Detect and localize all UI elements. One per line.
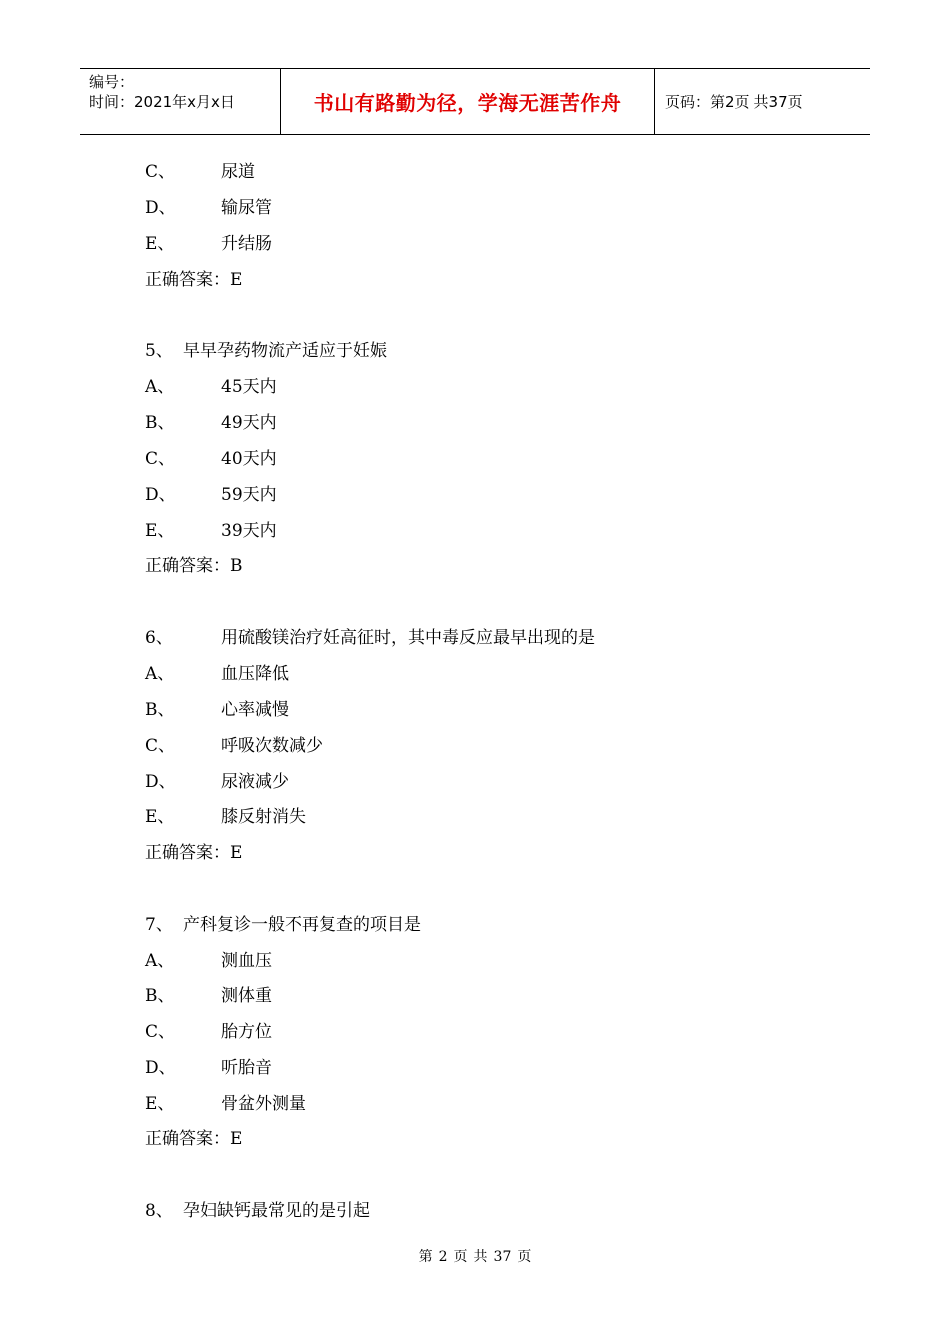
option-text: 测体重 [221,986,272,1006]
option-line [145,197,272,219]
question-line [145,1200,370,1222]
option-line [145,520,277,542]
option-text: 45天内 [221,377,277,397]
option-label: C、 [145,1022,176,1042]
footer-page-number: 2 [438,1249,448,1265]
page-footer [0,1246,950,1266]
answer-text: 正确答案：B [145,556,243,576]
question-text: 用硫酸镁治疗妊高征时，其中毒反应最早出现的是 [221,628,595,648]
total-label: 共37页 [753,93,803,111]
question-number: 7、 [145,915,173,935]
number-label: 编号： [89,73,135,91]
option-line [145,699,289,721]
option-line [145,1093,306,1115]
option-line [145,806,306,828]
option-label: E、 [145,1094,175,1114]
answer-text: 正确答案：E [145,1129,243,1149]
option-label: A、 [145,664,175,684]
answer-line [145,555,243,577]
option-text: 39天内 [221,521,277,541]
option-text: 49天内 [221,413,277,433]
option-text: 血压降低 [221,664,289,684]
option-text: 升结肠 [221,234,272,254]
footer-part: 共 [473,1249,488,1265]
answer-text: 正确答案：E [145,843,243,863]
option-line [145,448,277,470]
header-page-info [655,69,870,134]
option-label: B、 [145,413,175,433]
option-label: C、 [145,449,176,469]
option-line [145,1057,272,1079]
question-text: 产科复诊一般不再复查的项目是 [183,915,421,935]
question-line [145,340,387,362]
option-text: 骨盆外测量 [221,1094,306,1114]
question-line [145,627,595,649]
option-label: E、 [145,807,175,827]
answer-line [145,842,242,864]
option-text: 40天内 [221,449,277,469]
option-label: B、 [145,700,175,720]
page-label: 页码：第2页 [665,93,750,111]
footer-part: 页 [517,1249,532,1265]
question-text: 孕妇缺钙最常见的是引起 [183,1201,370,1221]
answer-text: 正确答案：E [145,270,243,290]
option-text: 输尿管 [221,198,272,218]
question-number: 8、 [145,1201,173,1221]
option-line [145,484,277,506]
option-text: 膝反射消失 [221,807,306,827]
option-text: 测血压 [221,951,272,971]
option-line [145,233,272,255]
option-line [145,950,272,972]
option-label: C、 [145,162,176,182]
option-label: E、 [145,234,175,254]
question-line [145,914,421,936]
option-label: B、 [145,986,175,1006]
answer-line [145,269,242,291]
option-line [145,376,277,398]
option-text: 呼吸次数减少 [221,736,323,756]
option-label: C、 [145,736,176,756]
answer-line [145,1128,242,1150]
footer-part: 第 [418,1249,433,1265]
option-text: 胎方位 [221,1022,272,1042]
option-line [145,161,255,183]
motto: 书山有路勤为径，学海无涯苦作舟 [281,69,655,134]
option-line [145,412,277,434]
option-line [145,1021,272,1043]
option-line [145,771,289,793]
option-label: E、 [145,521,175,541]
option-text: 听胎音 [221,1058,272,1078]
option-text: 尿道 [221,162,255,182]
header-info [80,69,281,134]
option-text: 尿液减少 [221,772,289,792]
option-line [145,663,289,685]
question-number: 6、 [145,628,173,648]
option-label: D、 [145,198,176,218]
footer-part: 页 [453,1249,468,1265]
option-label: D、 [145,1058,176,1078]
option-label: D、 [145,772,176,792]
option-text: 心率减慢 [221,700,289,720]
option-line [145,985,272,1007]
option-text: 59天内 [221,485,277,505]
option-label: D、 [145,485,176,505]
time-label: 时间：2021年x月x日 [89,93,235,111]
question-number: 5、 [145,341,173,361]
footer-total-pages: 37 [493,1249,512,1265]
option-label: A、 [145,377,175,397]
option-label: A、 [145,951,175,971]
question-text: 早早孕药物流产适应于妊娠 [183,341,387,361]
option-line [145,735,323,757]
page-header [80,68,870,135]
